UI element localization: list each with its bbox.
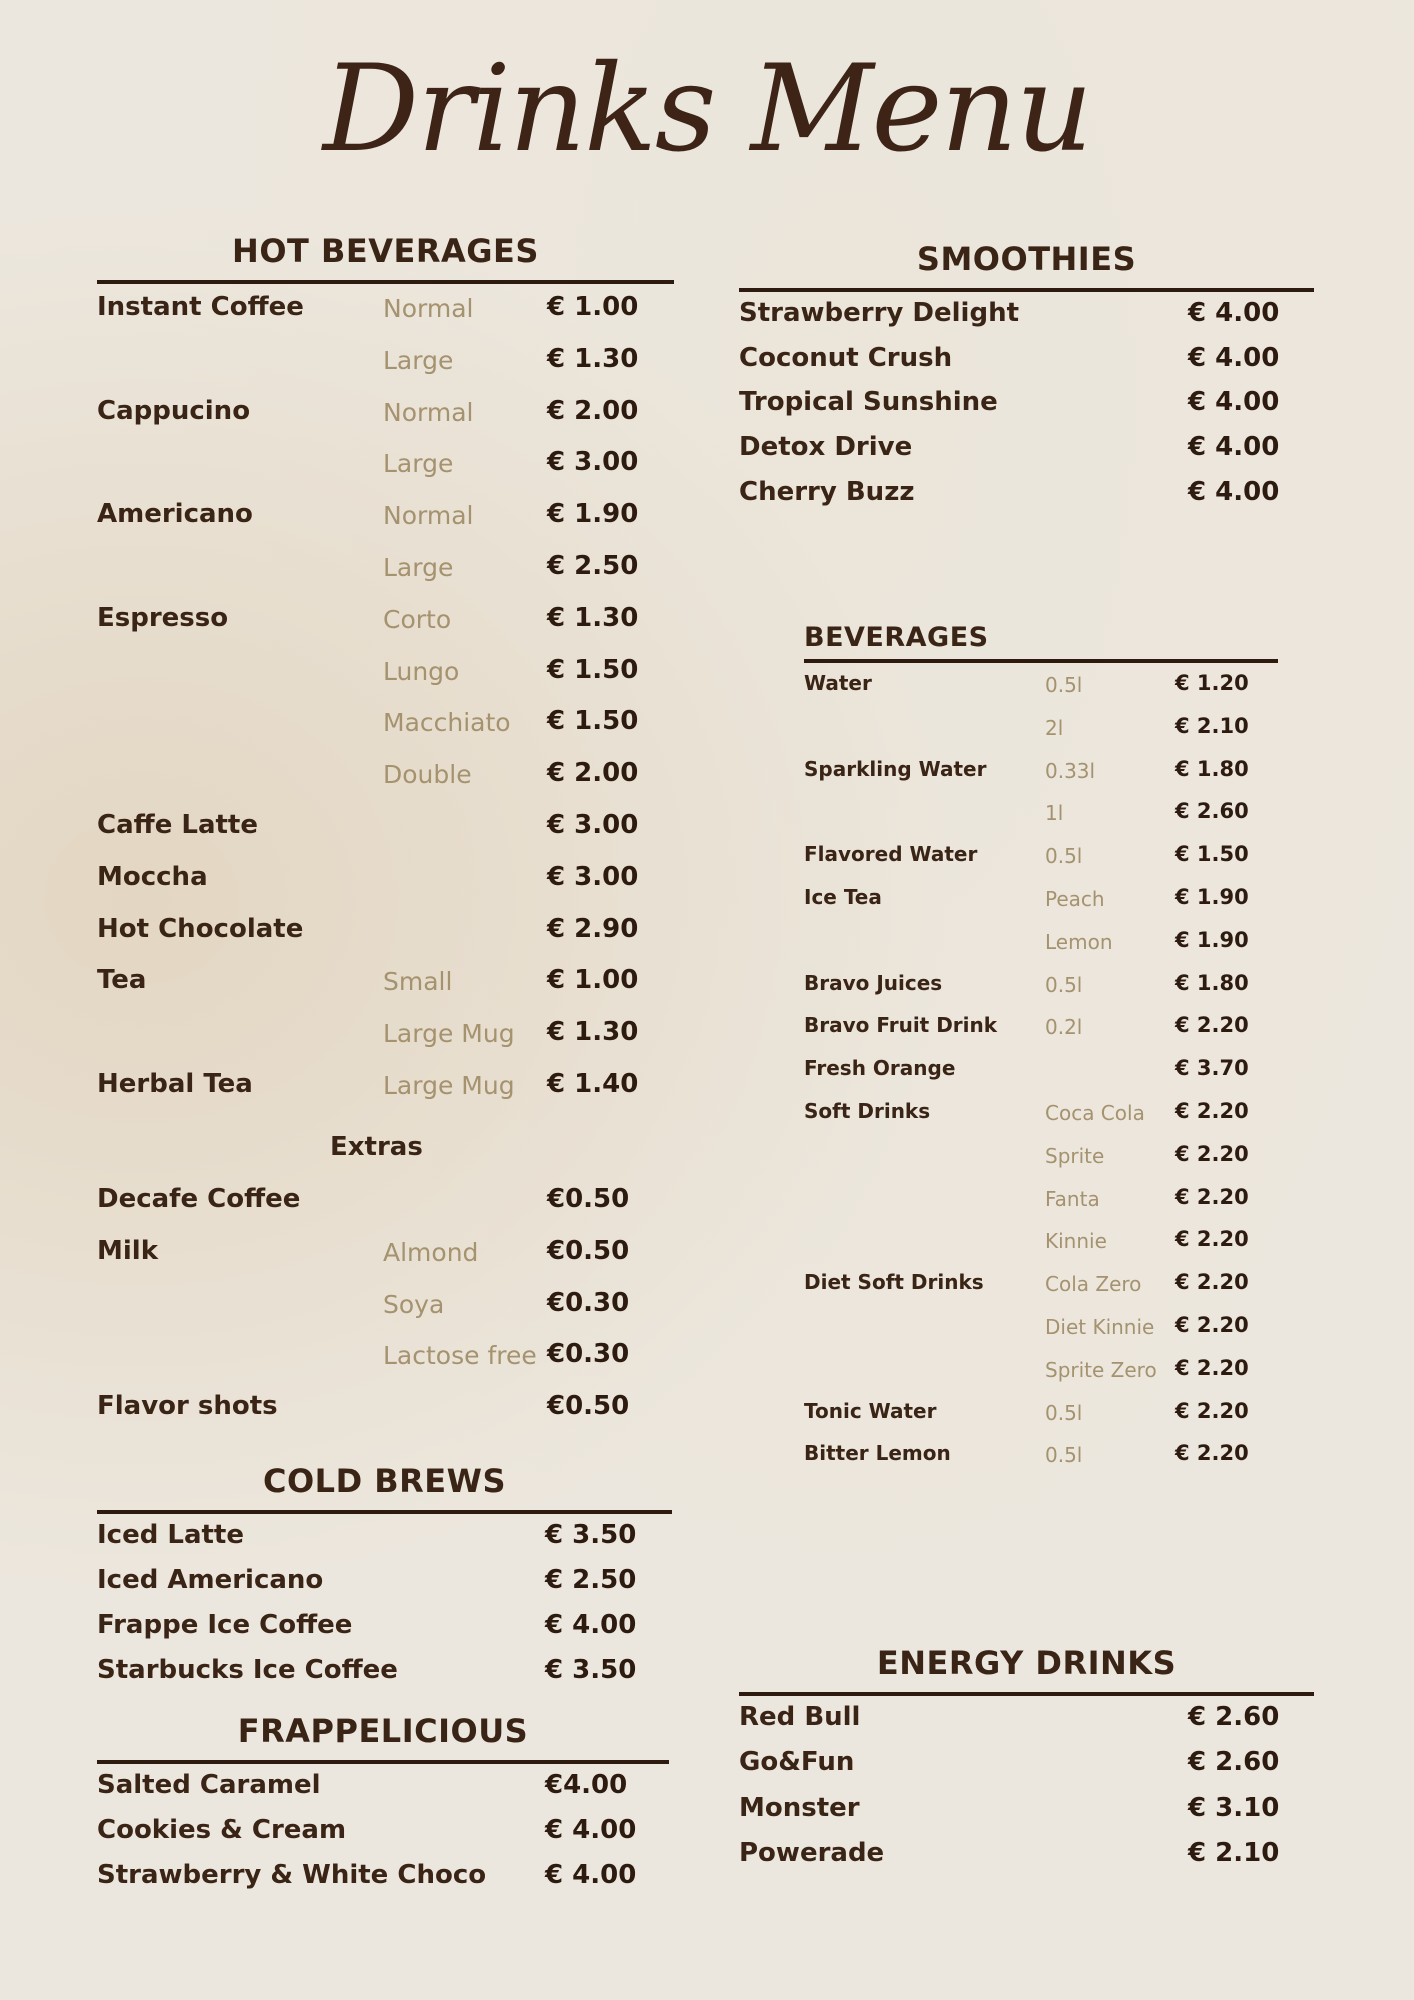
item-name: Coconut Crush xyxy=(739,342,953,373)
item-price: € 4.00 xyxy=(1188,476,1280,507)
frappelicious-section xyxy=(97,1712,669,1905)
item-size: Large Mug xyxy=(383,1070,515,1100)
energy-drinks-section xyxy=(739,1644,1314,1883)
energy-drinks-heading: ENERGY DRINKS xyxy=(739,1644,1314,1696)
smoothies-section xyxy=(739,240,1314,521)
item-price: € 3.00 xyxy=(547,809,639,840)
item-name: Ice Tea xyxy=(804,884,882,909)
menu-row xyxy=(804,799,1278,842)
item-size: Almond xyxy=(383,1237,479,1267)
item-name: Go&Fun xyxy=(739,1747,855,1778)
item-size: 0.5l xyxy=(1045,1400,1083,1425)
menu-row xyxy=(804,1356,1278,1399)
beverages-heading: BEVERAGES xyxy=(804,622,1278,663)
hot-beverages-section xyxy=(97,232,674,1422)
item-name: Powerade xyxy=(739,1837,885,1868)
menu-row xyxy=(97,1391,674,1443)
item-price: € 2.20 xyxy=(1175,1141,1249,1166)
cold-brews-heading: COLD BREWS xyxy=(97,1462,672,1514)
item-name: Strawberry Delight xyxy=(739,298,1020,328)
item-name: Red Bull xyxy=(739,1702,861,1732)
menu-row xyxy=(804,842,1278,885)
item-name: Bravo Juices xyxy=(804,970,943,995)
item-size: 0.2l xyxy=(1045,1015,1083,1040)
menu-row xyxy=(97,1069,674,1121)
item-size: Large xyxy=(383,552,454,582)
item-size: 0.5l xyxy=(1045,1443,1083,1468)
menu-row xyxy=(97,914,674,966)
item-size: Diet Kinnie xyxy=(1045,1314,1155,1339)
item-price: € 3.50 xyxy=(545,1655,637,1685)
item-name: Decafe Coffee xyxy=(97,1184,301,1214)
menu-row xyxy=(804,1227,1278,1270)
item-size: Sprite Zero xyxy=(1045,1357,1157,1382)
item-size: 2l xyxy=(1045,715,1064,740)
menu-row xyxy=(804,971,1278,1014)
item-price: € 1.90 xyxy=(547,499,639,530)
item-size: 0.5l xyxy=(1045,972,1083,997)
item-name: Tea xyxy=(97,965,147,996)
menu-row xyxy=(97,1565,672,1610)
item-price: €0.50 xyxy=(547,1235,630,1266)
menu-row xyxy=(97,1339,674,1391)
item-name: Hot Chocolate xyxy=(97,913,304,944)
menu-row xyxy=(97,292,674,344)
item-price: € 2.10 xyxy=(1175,713,1249,738)
menu-row xyxy=(739,343,1314,388)
menu-row xyxy=(97,1815,669,1860)
item-size: Large Mug xyxy=(383,1019,515,1049)
item-price: € 1.80 xyxy=(1175,756,1249,781)
item-price: € 4.00 xyxy=(1188,387,1280,418)
menu-row xyxy=(739,1702,1314,1747)
item-price: € 4.00 xyxy=(545,1815,637,1845)
item-name: Cappucino xyxy=(97,395,251,426)
item-name: Diet Soft Drinks xyxy=(804,1270,984,1295)
hot-beverages-list xyxy=(97,292,674,1121)
item-name: Herbal Tea xyxy=(97,1068,253,1099)
item-price: € 2.60 xyxy=(1188,1702,1280,1732)
item-name: Fresh Orange xyxy=(804,1056,956,1081)
item-size: Corto xyxy=(383,604,452,634)
item-price: € 1.50 xyxy=(1175,842,1249,867)
item-price: € 1.00 xyxy=(547,965,639,996)
item-name: Flavor shots xyxy=(97,1391,278,1422)
menu-row xyxy=(97,447,674,499)
item-price: € 3.50 xyxy=(545,1520,637,1550)
menu-row xyxy=(97,706,674,758)
item-size: 0.5l xyxy=(1045,844,1083,869)
item-size: Kinnie xyxy=(1045,1229,1107,1254)
item-name: Espresso xyxy=(97,602,229,633)
item-price: € 1.30 xyxy=(547,602,639,633)
item-price: € 3.00 xyxy=(547,447,639,478)
frappelicious-list xyxy=(97,1770,669,1905)
item-name: Iced Latte xyxy=(97,1520,244,1550)
menu-row xyxy=(739,387,1314,432)
item-name: Iced Americano xyxy=(97,1565,324,1595)
item-price: € 2.20 xyxy=(1175,1013,1249,1038)
beverages-section xyxy=(804,622,1278,1484)
menu-row xyxy=(97,1520,672,1565)
extras-heading: Extras xyxy=(330,1132,423,1162)
item-price: €4.00 xyxy=(545,1770,628,1800)
item-price: € 2.20 xyxy=(1175,1227,1249,1252)
item-size: Normal xyxy=(383,501,474,531)
item-price: €0.50 xyxy=(547,1391,630,1422)
menu-row xyxy=(97,396,674,448)
item-price: € 4.00 xyxy=(545,1610,637,1640)
item-price: € 3.00 xyxy=(547,861,639,892)
item-size: 1l xyxy=(1045,801,1064,826)
menu-row xyxy=(97,344,674,396)
item-name: Tonic Water xyxy=(804,1398,937,1423)
item-name: Americano xyxy=(97,499,253,530)
menu-row xyxy=(804,714,1278,757)
item-name: Sparkling Water xyxy=(804,756,987,781)
item-price: €0.50 xyxy=(547,1184,630,1214)
menu-row xyxy=(97,1184,674,1236)
item-name: Flavored Water xyxy=(804,842,978,867)
item-price: € 4.00 xyxy=(1188,342,1280,373)
item-name: Water xyxy=(804,671,872,695)
menu-row xyxy=(804,1399,1278,1442)
item-price: € 2.20 xyxy=(1175,1184,1249,1209)
energy-drinks-list xyxy=(739,1702,1314,1883)
menu-row xyxy=(97,1288,674,1340)
menu-row xyxy=(739,477,1314,522)
item-name: Milk xyxy=(97,1235,158,1266)
menu-row xyxy=(804,1099,1278,1142)
menu-row xyxy=(739,432,1314,477)
menu-row xyxy=(97,965,674,1017)
item-price: € 1.80 xyxy=(1175,970,1249,995)
menu-row xyxy=(804,1270,1278,1313)
menu-row xyxy=(804,1185,1278,1228)
item-price: € 2.90 xyxy=(547,913,639,944)
item-price: €0.30 xyxy=(547,1339,630,1370)
item-price: € 4.00 xyxy=(545,1860,637,1890)
item-name: Bitter Lemon xyxy=(804,1441,951,1466)
menu-row xyxy=(97,1770,669,1815)
menu-row xyxy=(804,928,1278,971)
item-size: 0.33l xyxy=(1045,758,1096,783)
item-size: 0.5l xyxy=(1045,673,1083,697)
item-price: € 1.30 xyxy=(547,1017,639,1048)
item-price: € 2.20 xyxy=(1175,1398,1249,1423)
item-price: € 2.50 xyxy=(545,1565,637,1595)
item-size: Double xyxy=(383,760,472,790)
item-price: € 2.20 xyxy=(1175,1355,1249,1380)
frappelicious-heading: FRAPPELICIOUS xyxy=(97,1712,669,1764)
item-price: € 2.10 xyxy=(1188,1837,1280,1868)
menu-row xyxy=(97,862,674,914)
menu-row xyxy=(97,603,674,655)
item-name: Cookies & Cream xyxy=(97,1815,347,1845)
item-price: € 1.40 xyxy=(547,1068,639,1099)
item-size: Lemon xyxy=(1045,929,1113,954)
item-name: Detox Drive xyxy=(739,432,913,463)
item-name: Frappe Ice Coffee xyxy=(97,1610,353,1640)
item-price: € 1.50 xyxy=(547,706,639,737)
item-name: Salted Caramel xyxy=(97,1770,321,1800)
item-size: Lactose free xyxy=(383,1341,537,1371)
item-price: € 2.20 xyxy=(1175,1098,1249,1123)
item-size: Lungo xyxy=(383,656,460,686)
menu-title: Drinks Menu xyxy=(322,40,1092,179)
menu-row xyxy=(739,1793,1314,1838)
item-price: € 1.20 xyxy=(1175,671,1249,695)
item-name: Tropical Sunshine xyxy=(739,387,998,418)
item-size: Large xyxy=(383,449,454,479)
item-name: Monster xyxy=(739,1792,860,1823)
item-name: Moccha xyxy=(97,861,208,892)
menu-row xyxy=(804,671,1278,714)
smoothies-list xyxy=(739,298,1314,521)
item-price: € 4.00 xyxy=(1188,432,1280,463)
item-price: € 3.10 xyxy=(1188,1792,1280,1823)
cold-brews-list xyxy=(97,1520,672,1700)
menu-row xyxy=(804,757,1278,800)
item-price: € 2.60 xyxy=(1175,799,1249,824)
menu-row xyxy=(97,655,674,707)
item-name: Instant Coffee xyxy=(97,292,304,322)
item-size: Normal xyxy=(383,397,474,427)
item-size: Coca Cola xyxy=(1045,1100,1145,1125)
item-size: Peach xyxy=(1045,886,1105,911)
menu-row xyxy=(804,1441,1278,1484)
item-name: Bravo Fruit Drink xyxy=(804,1013,998,1038)
item-price: € 4.00 xyxy=(1188,298,1280,328)
menu-row xyxy=(97,1860,669,1905)
item-name: Strawberry & White Choco xyxy=(97,1860,487,1890)
cold-brews-section xyxy=(97,1462,672,1700)
item-name: Soft Drinks xyxy=(804,1098,931,1123)
item-size: Cola Zero xyxy=(1045,1272,1142,1297)
smoothies-heading: SMOOTHIES xyxy=(739,240,1314,292)
menu-row xyxy=(804,885,1278,928)
menu-row xyxy=(804,1142,1278,1185)
item-price: € 2.20 xyxy=(1175,1312,1249,1337)
item-price: € 2.60 xyxy=(1188,1747,1280,1778)
menu-row xyxy=(739,1838,1314,1883)
beverages-list xyxy=(804,671,1278,1484)
item-price: € 2.20 xyxy=(1175,1441,1249,1466)
item-size: Sprite xyxy=(1045,1143,1105,1168)
item-price: € 2.20 xyxy=(1175,1270,1249,1295)
item-price: € 1.50 xyxy=(547,654,639,685)
menu-row xyxy=(97,1236,674,1288)
item-price: € 1.90 xyxy=(1175,927,1249,952)
item-size: Small xyxy=(383,967,453,997)
item-price: € 2.00 xyxy=(547,395,639,426)
menu-row xyxy=(97,1017,674,1069)
item-name: Caffe Latte xyxy=(97,809,258,840)
item-size: Normal xyxy=(383,294,474,323)
menu-row xyxy=(97,1610,672,1655)
menu-row xyxy=(97,810,674,862)
item-price: € 2.00 xyxy=(547,758,639,789)
menu-row xyxy=(97,1655,672,1700)
menu-row xyxy=(97,551,674,603)
item-price: € 1.90 xyxy=(1175,884,1249,909)
menu-row xyxy=(804,1313,1278,1356)
item-price: € 1.30 xyxy=(547,343,639,374)
menu-row xyxy=(97,499,674,551)
menu-row xyxy=(739,1747,1314,1792)
menu-row xyxy=(804,1013,1278,1056)
hot-beverages-heading: HOT BEVERAGES xyxy=(97,232,674,284)
extras-list xyxy=(97,1184,674,1443)
item-size: Soya xyxy=(383,1289,445,1319)
menu-row xyxy=(97,758,674,810)
item-size: Macchiato xyxy=(383,708,511,738)
item-size: Fanta xyxy=(1045,1186,1100,1211)
menu-row xyxy=(804,1056,1278,1099)
item-name: Starbucks Ice Coffee xyxy=(97,1655,398,1685)
menu-row xyxy=(739,298,1314,343)
item-name: Cherry Buzz xyxy=(739,476,915,507)
item-size: Large xyxy=(383,345,454,375)
item-price: € 3.70 xyxy=(1175,1056,1249,1081)
item-price: € 1.00 xyxy=(547,292,639,322)
item-price: €0.30 xyxy=(547,1287,630,1318)
item-price: € 2.50 xyxy=(547,550,639,581)
